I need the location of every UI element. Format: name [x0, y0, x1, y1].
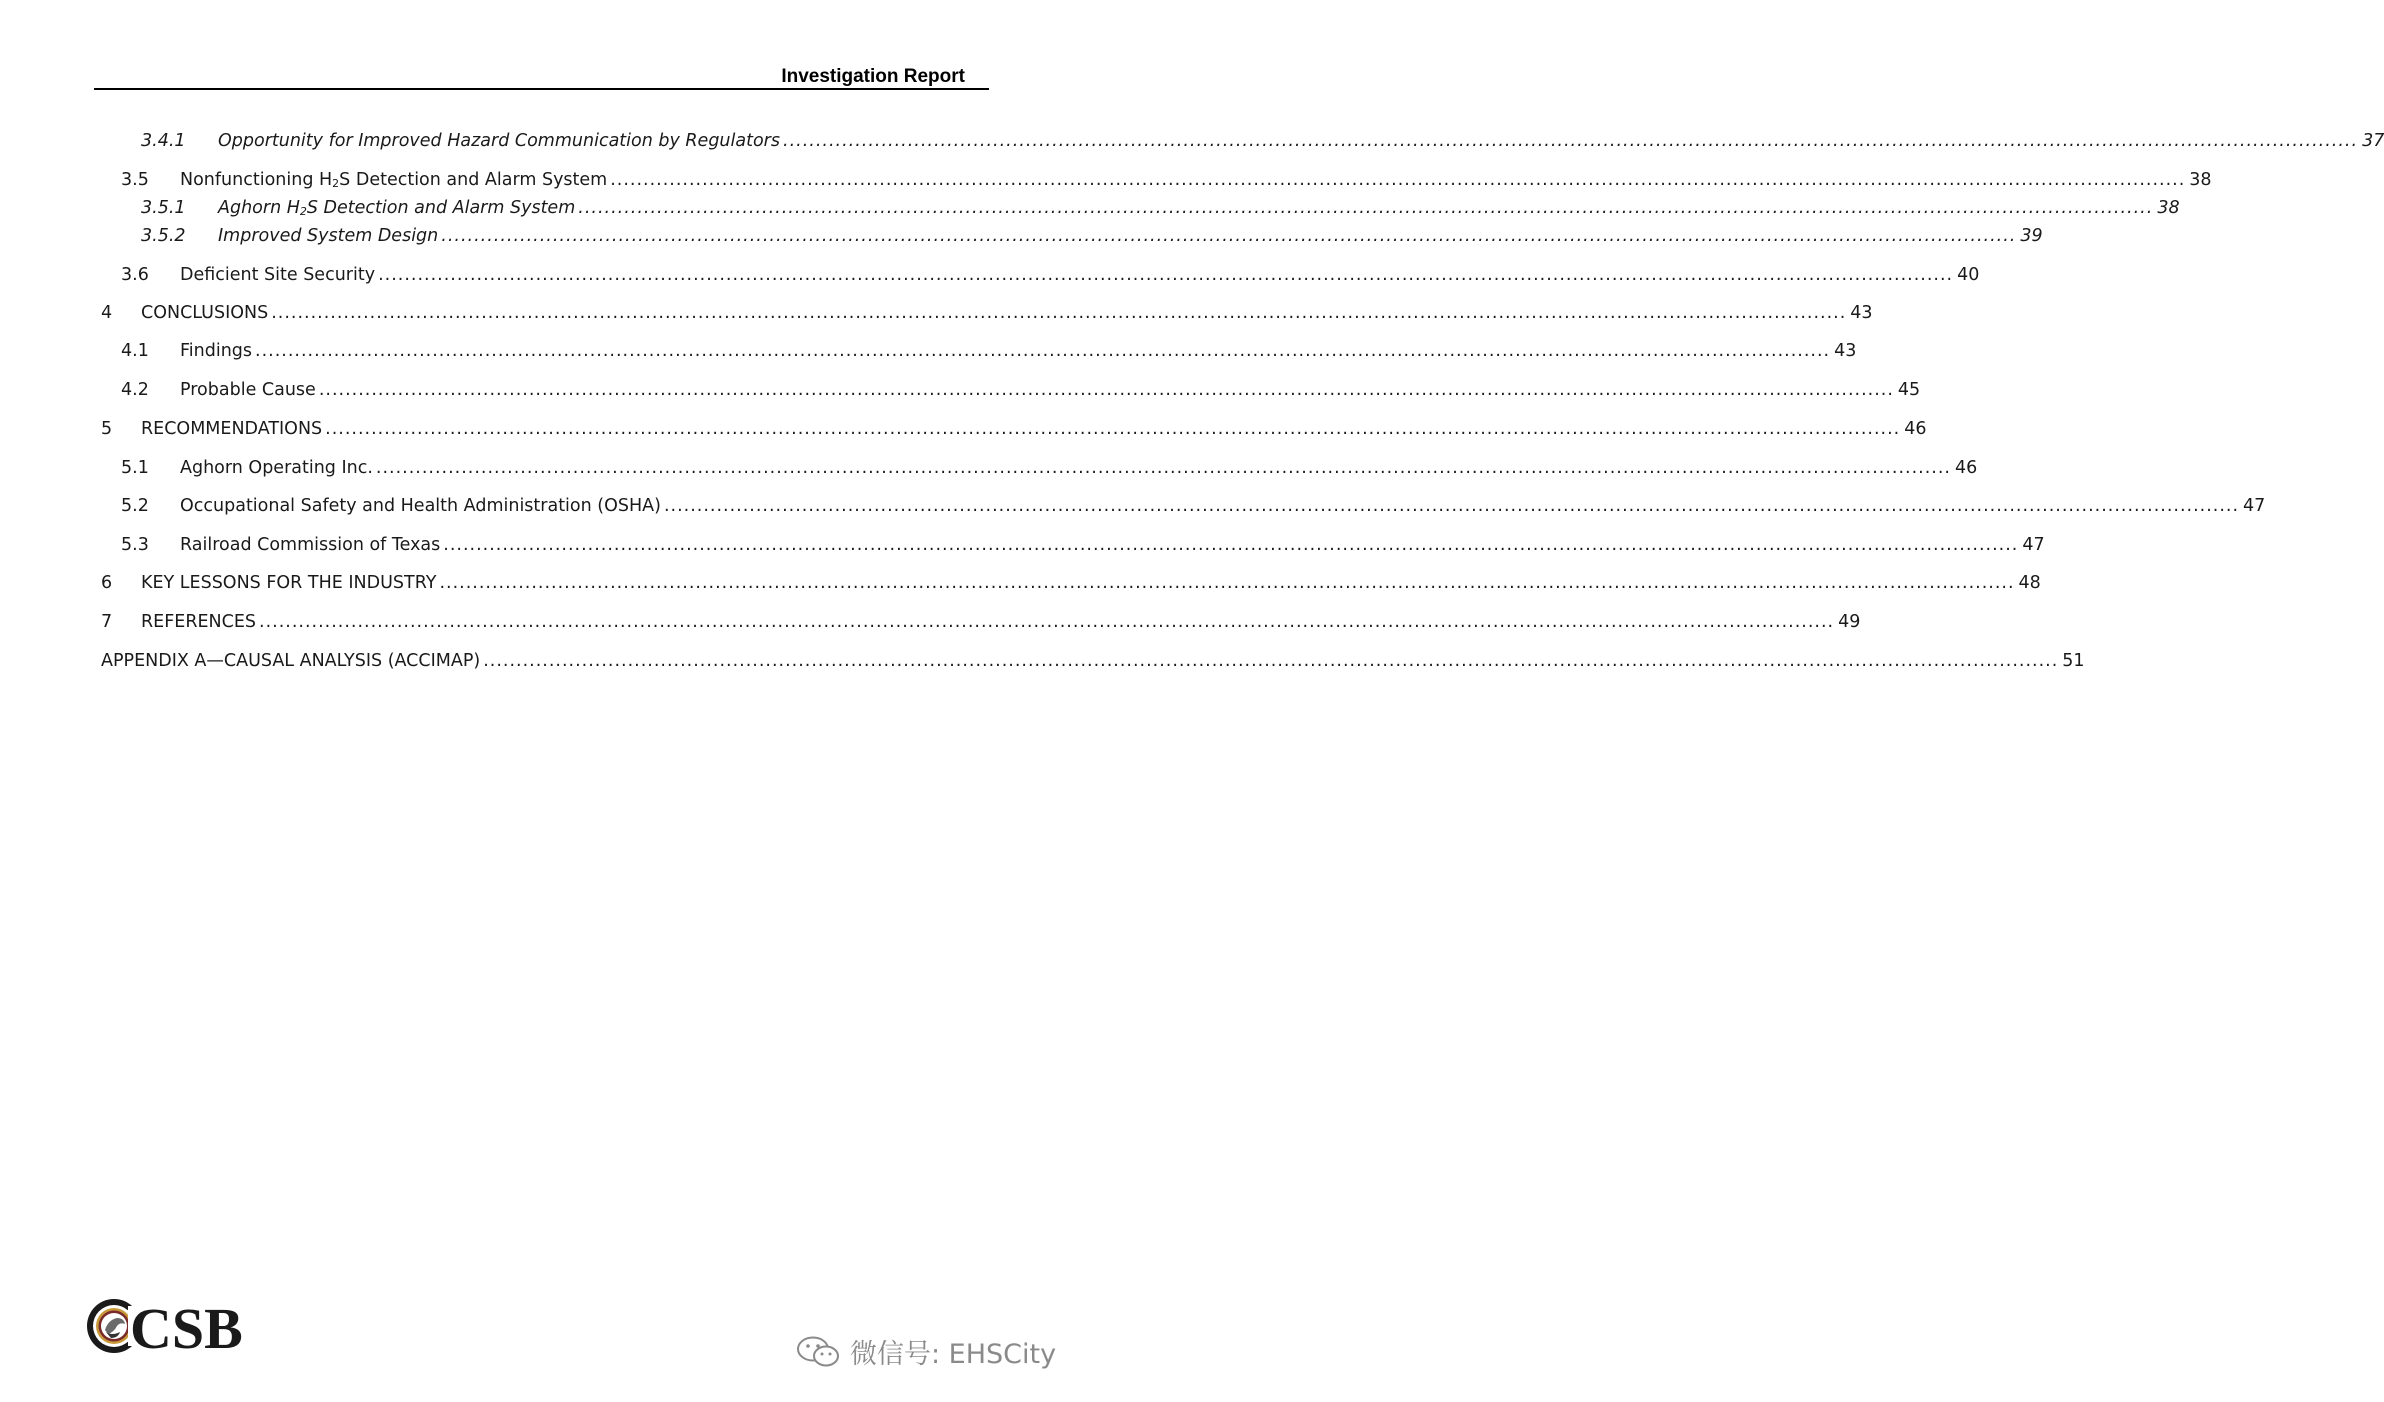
toc-leader-dots — [664, 493, 2239, 519]
toc-entry[interactable] — [141, 128, 2384, 154]
toc-entry-page: 46 — [1954, 458, 1978, 478]
toc-entry-page: 46 — [1904, 419, 1927, 439]
toc-entry-number: 4.1 — [121, 341, 149, 361]
toc-entry[interactable] — [141, 195, 2180, 221]
toc-entry-page: 39 — [2020, 226, 2043, 246]
toc-entry-number: 5.3 — [121, 535, 149, 555]
toc-entry-title — [180, 167, 607, 193]
title-text: Findings — [180, 341, 253, 361]
toc-entry-page: 37 — [2362, 131, 2384, 151]
wechat-watermark — [796, 1332, 1056, 1371]
toc-entry[interactable] — [121, 377, 1921, 403]
title-text: Railroad Commission of Texas — [180, 535, 441, 555]
toc-entry-page: 43 — [1850, 303, 1873, 323]
toc-leader-dots — [378, 262, 1953, 288]
toc-entry[interactable] — [121, 167, 2212, 193]
toc-leader-dots — [259, 609, 1834, 635]
toc-leader-dots — [443, 532, 2018, 558]
toc-entry-title — [180, 377, 316, 403]
toc-entry-page: 48 — [2018, 573, 2041, 593]
toc-leader-dots — [255, 338, 1830, 364]
title-text: Nonfunctioning H — [180, 170, 333, 190]
toc-entry-number: 5.2 — [121, 496, 149, 516]
toc-entry-title — [218, 195, 575, 221]
toc-entry[interactable] — [121, 493, 2266, 519]
toc-entry-number: 5 — [101, 419, 113, 439]
toc-leader-dots — [610, 167, 2185, 193]
toc-entry-number: 3.5 — [121, 170, 149, 190]
toc-entry-title — [141, 300, 268, 326]
toc-entry-title — [141, 416, 322, 442]
title-text: S Detection and Alarm System — [339, 170, 608, 190]
toc-entry[interactable] — [121, 532, 2045, 558]
title-text: KEY LESSONS FOR THE INDUSTRY — [141, 573, 437, 593]
toc-entry-title — [180, 262, 375, 288]
toc-entry-page: 49 — [1838, 612, 1861, 632]
toc-entry-number: 3.5.2 — [141, 226, 186, 246]
toc-entry-number: 3.6 — [121, 265, 149, 285]
toc-entry[interactable] — [101, 648, 2085, 674]
toc-leader-dots — [271, 300, 1846, 326]
header-rule — [94, 88, 989, 90]
title-text: Probable Cause — [180, 380, 316, 400]
title-text: Aghorn H — [218, 198, 300, 218]
toc-leader-dots — [441, 223, 2016, 249]
subscript-text: 2 — [299, 205, 307, 218]
toc-entry[interactable] — [101, 300, 1873, 326]
toc-entry-number: 6 — [101, 573, 113, 593]
toc-entry-number: 3.4.1 — [141, 131, 186, 151]
toc-entry-number: 4.2 — [121, 380, 149, 400]
toc-entry-page: 45 — [1897, 380, 1921, 400]
toc-entry-title — [218, 223, 438, 249]
toc-entry-number: 7 — [101, 612, 113, 632]
title-text: Opportunity for Improved Hazard Communication by Regulators — [218, 131, 780, 151]
toc-entry-page: 51 — [2062, 651, 2085, 671]
toc-entry-page: 38 — [2189, 170, 2212, 190]
toc-entry-number: 4 — [101, 303, 113, 323]
toc-entry-title — [180, 338, 252, 364]
toc-entry[interactable] — [101, 609, 1861, 635]
toc-entry[interactable] — [121, 262, 1980, 288]
toc-entry-title — [218, 128, 780, 154]
toc-entry-page: 43 — [1834, 341, 1857, 361]
title-text: RECOMMENDATIONS — [141, 419, 323, 439]
toc-leader-dots — [325, 416, 1900, 442]
logo-text: CSB — [130, 1296, 243, 1361]
title-text: Deficient Site Security — [180, 265, 376, 285]
title-text: APPENDIX A—CAUSAL ANALYSIS (ACCIMAP) — [101, 651, 481, 671]
toc-entry[interactable] — [121, 338, 1857, 364]
toc-entry-page: 47 — [2022, 535, 2045, 555]
toc-entry-title — [141, 609, 256, 635]
toc-entry-title — [180, 455, 373, 481]
toc-entry[interactable] — [101, 570, 2041, 596]
title-text: Occupational Safety and Health Administration (OSHA) — [180, 496, 661, 516]
toc-entry-page: 38 — [2157, 198, 2180, 218]
toc-leader-dots — [376, 455, 1951, 481]
title-text: Aghorn Operating Inc. — [180, 458, 373, 478]
title-text: S Detection and Alarm System — [306, 198, 576, 218]
watermark-text: 微信号: EHSCity — [850, 1339, 1057, 1370]
toc-entry-page: 47 — [2243, 496, 2266, 516]
title-text: REFERENCES — [141, 612, 257, 632]
toc-entry-number: 3.5.1 — [141, 198, 186, 218]
toc-leader-dots — [483, 648, 2058, 674]
page-header-title: Investigation Report — [781, 66, 965, 87]
toc-entry[interactable] — [141, 223, 2043, 249]
toc-entry[interactable] — [101, 416, 1927, 442]
toc-entry-title — [141, 570, 436, 596]
subscript-text: 2 — [332, 177, 340, 190]
title-text: CONCLUSIONS — [141, 303, 269, 323]
toc-entry-title — [101, 648, 480, 674]
title-text: Improved System Design — [218, 226, 439, 246]
toc-leader-dots — [578, 195, 2153, 221]
toc-entry-number: 5.1 — [121, 458, 149, 478]
toc-entry-title — [180, 532, 440, 558]
toc-entry[interactable] — [121, 455, 1978, 481]
wechat-icon — [796, 1335, 842, 1369]
toc-entry-page: 40 — [1957, 265, 1980, 285]
csb-logo — [84, 1296, 243, 1361]
toc-leader-dots — [783, 128, 2358, 154]
toc-leader-dots — [439, 570, 2014, 596]
toc-leader-dots — [319, 377, 1894, 403]
toc-entry-title — [180, 493, 661, 519]
